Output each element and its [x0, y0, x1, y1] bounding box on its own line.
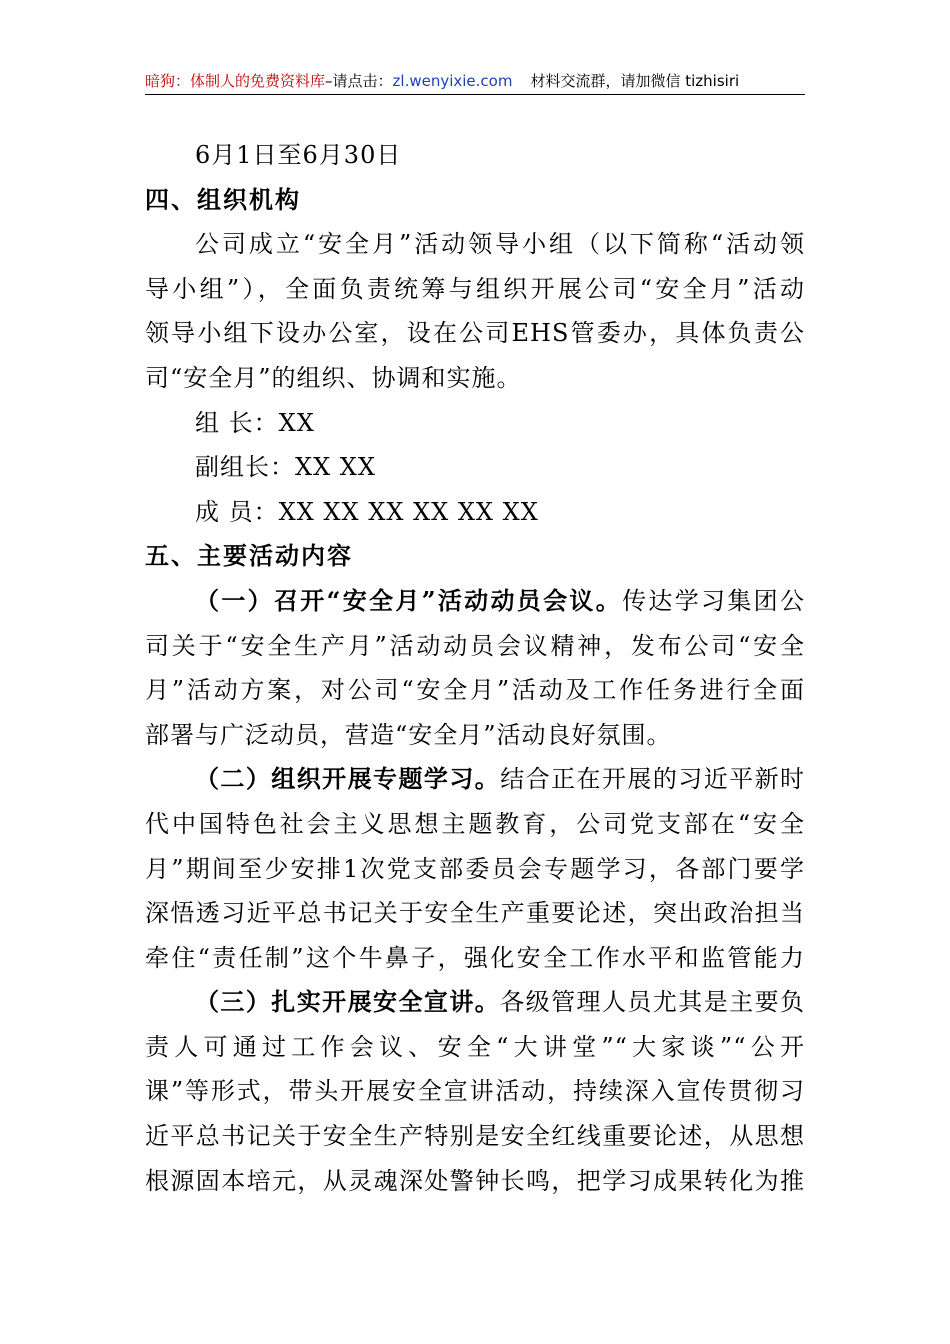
text-line: 组 长：XX [195, 408, 315, 437]
paragraph-text: 结合正在开展的习近平新时 [500, 765, 805, 794]
text-line: 近平总书记关于安全生产特别是安全红线重要论述，从思想 [145, 1122, 805, 1151]
text-line: 月”期间至少安排1次党支部委员会专题学习，各部门要学 [145, 854, 805, 883]
text-line: 课”等形式，带头开展安全宣讲活动，持续深入宣传贯彻习 [145, 1077, 805, 1106]
paragraph-lead: （三）扎实开展安全宣讲。 [195, 987, 501, 1017]
paragraph-text: 传达学习集团公 [622, 586, 805, 615]
text-line: 深悟透习近平总书记关于安全生产重要论述，突出政治担当 [145, 899, 805, 928]
text-line: 牵住“责任制”这个牛鼻子，强化安全工作水平和监管能力 [145, 943, 805, 972]
page-header [145, 68, 805, 95]
text-line: 月”活动方案，对公司“安全月”活动及工作任务进行全面 [145, 676, 805, 705]
text-line: 司“安全月”的组织、协调和实施。 [145, 363, 522, 392]
text-line: 司关于“安全生产月”活动动员会议精神，发布公司“安全 [145, 631, 805, 660]
section-heading: 五、主要活动内容 [145, 542, 353, 571]
text-line: 部署与广泛动员，营造“安全月”活动良好氛围。 [145, 720, 672, 749]
text-line: 公司成立“安全月”活动领导小组（以下简称“活动领 [195, 230, 805, 259]
section-heading: 四、组织机构 [145, 185, 301, 214]
text-line: 6月1日至6月30日 [195, 141, 402, 169]
text-line [145, 980, 805, 1025]
text-line: 责人可通过工作会议、安全“大讲堂”“大家谈”“公开 [145, 1032, 805, 1061]
document-body [145, 133, 805, 1203]
header-brand: 暗狗：体制人的免费资料库 [145, 72, 326, 90]
text-line: 副组长：XX XX [195, 453, 376, 482]
header-prompt: –请点击： [325, 72, 393, 90]
text-line: 导小组”），全面负责统筹与组织开展公司“安全月”活动 [145, 274, 805, 303]
text-line: 代中国特色社会主义思想主题教育，公司党支部在“安全 [145, 809, 805, 838]
paragraph-lead: （一）召开“安全月”活动动员会议。 [195, 585, 623, 615]
paragraph-text: 各级管理人员尤其是主要负 [500, 988, 805, 1017]
header-contact: 材料交流群，请加微信 tizhisiri [530, 72, 740, 90]
text-line [145, 579, 805, 624]
paragraph-lead: （二）组织开展专题学习。 [195, 764, 501, 794]
text-line: 成 员：XX XX XX XX XX XX [195, 497, 539, 526]
text-line: 领导小组下设办公室，设在公司EHS管委办，具体负责公 [145, 319, 805, 348]
text-line: 根源固本培元，从灵魂深处警钟长鸣，把学习成果转化为推 [145, 1166, 805, 1195]
text-line [145, 757, 805, 802]
header-link[interactable]: zl.wenyixie.com [392, 72, 513, 90]
